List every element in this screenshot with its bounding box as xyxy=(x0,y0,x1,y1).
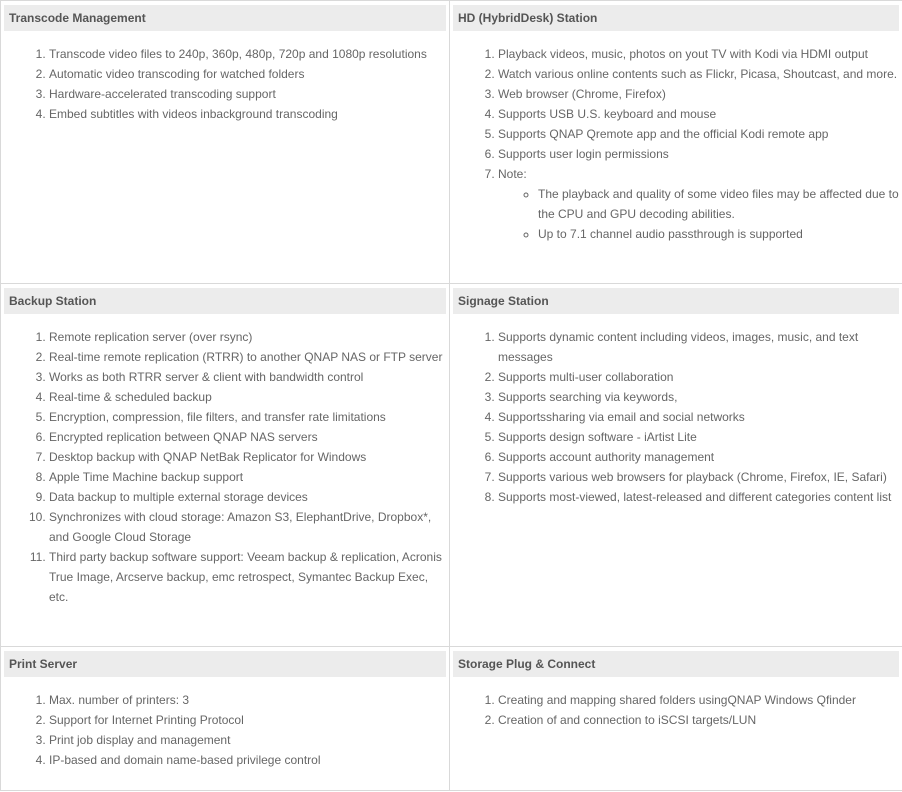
list-item-text: Embed subtitles with videos inbackground transcoding xyxy=(49,107,338,121)
list-item xyxy=(498,44,899,64)
list-item-text: Supports various web browsers for playback (Chrome, Firefox, IE, Safari) xyxy=(498,470,887,484)
feature-list xyxy=(453,327,899,507)
list-item xyxy=(498,407,899,427)
list-item-text: Supports dynamic content including videos, images, music, and text messages xyxy=(498,330,859,364)
list-item-text: Synchronizes with cloud storage: Amazon S3, ElephantDrive, Dropbox*, and Google Cloud Storage xyxy=(49,510,432,544)
list-item xyxy=(49,84,446,104)
section-title: Signage Station xyxy=(453,288,899,314)
list-item-text: Watch various online contents such as Flickr, Picasa, Shoutcast, and more. xyxy=(498,67,898,81)
list-item-text: Hardware-accelerated transcoding support xyxy=(49,87,276,101)
list-item-text: IP-based and domain name-based privilege control xyxy=(49,753,321,767)
note-item: ◦ Up to 7.1 channel audio passthrough is supported xyxy=(538,224,899,244)
feature-list xyxy=(4,690,446,770)
list-item xyxy=(49,447,446,467)
list-item-text: Data backup to multiple external storage devices xyxy=(49,490,308,504)
list-item-text: Support for Internet Printing Protocol xyxy=(49,713,244,727)
list-item-text: Works as both RTRR server & client with bandwidth control xyxy=(49,370,364,384)
list-item xyxy=(49,427,446,447)
list-item xyxy=(49,367,446,387)
section-title: HD (HybridDesk) Station xyxy=(453,5,899,31)
list-item xyxy=(49,710,446,730)
feature-list xyxy=(453,44,899,244)
list-item xyxy=(498,84,899,104)
note-list xyxy=(498,184,899,244)
list-item-text: Print job display and management xyxy=(49,733,231,747)
section-print-server xyxy=(1,647,450,791)
list-item xyxy=(498,690,899,710)
list-item xyxy=(49,487,446,507)
list-item xyxy=(49,547,446,607)
list-item xyxy=(498,387,899,407)
list-item-text: Web browser (Chrome, Firefox) xyxy=(498,87,666,101)
section-backup xyxy=(1,284,450,647)
list-item xyxy=(49,327,446,347)
list-item-text: Encrypted replication between QNAP NAS servers xyxy=(49,430,318,444)
list-item xyxy=(498,467,899,487)
section-storage-plug xyxy=(450,647,902,791)
list-item-text: Supports searching via keywords, xyxy=(498,390,678,404)
list-item-text: Max. number of printers: 3 xyxy=(49,693,190,707)
list-item-text: Note: xyxy=(498,167,527,181)
section-title: Print Server xyxy=(4,651,446,677)
feature-list xyxy=(453,690,899,730)
list-item-text: Supports design software - iArtist Lite xyxy=(498,430,697,444)
list-item-text: Encryption, compression, file filters, and transfer rate limitations xyxy=(49,410,386,424)
list-item xyxy=(498,710,899,730)
list-item-text: Desktop backup with QNAP NetBak Replicator for Windows xyxy=(49,450,367,464)
list-item-text: Playback videos, music, photos on yout TV with Kodi via HDMI output xyxy=(498,47,868,61)
section-signage xyxy=(450,284,902,647)
list-item-text: Supports multi-user collaboration xyxy=(498,370,674,384)
list-item xyxy=(498,164,899,244)
list-item xyxy=(49,507,446,547)
section-title: Backup Station xyxy=(4,288,446,314)
list-item xyxy=(49,387,446,407)
list-item-text: Real-time & scheduled backup xyxy=(49,390,212,404)
list-item xyxy=(498,487,899,507)
section-hd-station xyxy=(450,1,902,284)
list-item xyxy=(49,347,446,367)
table-row xyxy=(1,1,902,284)
list-item-text: Creating and mapping shared folders usingQNAP Windows Qfinder xyxy=(498,693,856,707)
list-item xyxy=(498,427,899,447)
table-row xyxy=(1,647,902,791)
list-item xyxy=(498,144,899,164)
list-item xyxy=(49,104,446,124)
list-item xyxy=(49,44,446,64)
list-item xyxy=(49,407,446,427)
list-item-text: Supportssharing via email and social networks xyxy=(498,410,745,424)
list-item xyxy=(498,367,899,387)
list-item-text: Automatic video transcoding for watched folders xyxy=(49,67,305,81)
list-item xyxy=(49,730,446,750)
section-transcode xyxy=(1,1,450,284)
section-title: Storage Plug & Connect xyxy=(453,651,899,677)
feature-list xyxy=(4,44,446,124)
list-item xyxy=(49,467,446,487)
list-item xyxy=(49,64,446,84)
list-item-text: Supports user login permissions xyxy=(498,147,669,161)
list-item-text: Remote replication server (over rsync) xyxy=(49,330,253,344)
list-item xyxy=(498,104,899,124)
list-item xyxy=(498,447,899,467)
list-item xyxy=(498,327,899,367)
list-item xyxy=(498,124,899,144)
list-item-text: Supports most-viewed, latest-released and different categories content list xyxy=(498,490,892,504)
list-item-text: Real-time remote replication (RTRR) to another QNAP NAS or FTP server xyxy=(49,350,443,364)
table-row xyxy=(1,284,902,647)
list-item xyxy=(498,64,899,84)
list-item-text: Supports account authority management xyxy=(498,450,715,464)
list-item-text: Apple Time Machine backup support xyxy=(49,470,244,484)
list-item-text: Creation of and connection to iSCSI targets/LUN xyxy=(498,713,757,727)
list-item-text: Supports USB U.S. keyboard and mouse xyxy=(498,107,717,121)
section-title: Transcode Management xyxy=(4,5,446,31)
list-item xyxy=(49,750,446,770)
list-item xyxy=(49,690,446,710)
note-item: ◦ The playback and quality of some video files may be affected due to the CPU and GPU decoding abilities. xyxy=(538,184,899,224)
list-item-text: Third party backup software support: Veeam backup & replication, Acronis True Image, Arcserve backup, emc retrospect, Symantec Backup Exec, etc. xyxy=(49,550,442,604)
feature-list xyxy=(4,327,446,607)
list-item-text: Supports QNAP Qremote app and the official Kodi remote app xyxy=(498,127,829,141)
list-item-text: Transcode video files to 240p, 360p, 480p, 720p and 1080p resolutions xyxy=(49,47,427,61)
